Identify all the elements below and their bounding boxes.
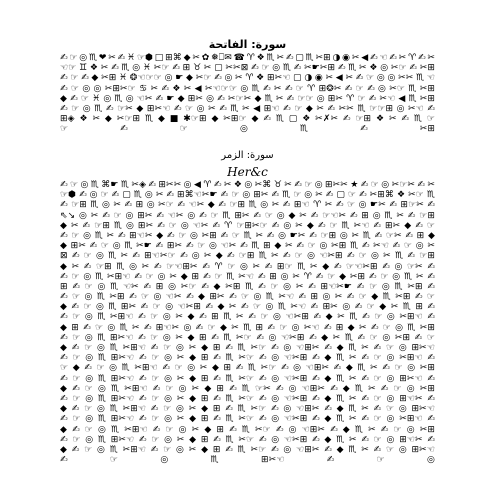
- glyph-line: ☜☞♊❖✂✍♏◎♓✂☞✍⊞♉✂▢✂✂⊠✍☞◎♏✍✂☛✂⊞✍♏✂❖◎✂☞✍✂⊞: [60, 63, 435, 74]
- glyph-line: ✍☞◎♏⊞✂☜✍☞◎✂◆⊞✍♏✂☞✍◎☜✂⊞✍◆♏✂✍☞◎⊞☜✂✍: [60, 393, 435, 404]
- glyph-line: ◆⊞✍☞◎♏✂✍⊞☜✂◎✍☞◆✂♏⊞✍☞◎✂☜✍⊞◆✂✍☞◎♏✂⊞: [60, 322, 435, 333]
- glyph-line: ✍☞◎♏✂⊞☜✍☞◎✂◆✍⊞♏✂✍☞◎☜✂⊞✍◆✂♏✍☞◎✂⊞☜✍: [60, 312, 435, 323]
- glyph-line: ◆✍☞♓◎♏◎☜✂✍☛◆⊞✂◎✍✂☞✂◆♏✂✍☞☞◎⊞✂♈☞✍✂☜◀♏✂⊞: [60, 93, 435, 104]
- glyph-line: ✍☞◎♏✍☞✂◆⊞✂☜✍☞◎✂✍♏✂◀⊞☜✍☞◆✂✍✂✂♏☞☞⊞◎✂☜✍: [60, 103, 435, 114]
- glyph-line: ⊠✍☞◎♏✂✍⊞☜✂☞✍◎✂◆✍☞⊞♏✂✍☞◎☜✂⊞✍☞◎✂♏✍☞⊞: [60, 251, 435, 262]
- glyph-line: ◆✍☞◎♏✂⊞☜✍☞◎✂◆⊞✍♏✂☞✍◎☜⊞✂✍◆♏✂✍☞◎⊞✂☜: [60, 404, 435, 415]
- glyph-line: ☞⬢✍◎☞✍▢♏◎✂✍⊞⌘☜✂☛✍☞◎⊞✂✍♏☞◎✂✍▢☞✍✂⊞⌘❖✂☞♏: [60, 190, 435, 201]
- surah-zumar-heading: سورة: الزمر: [221, 150, 274, 161]
- glyph-line: ✍☞◎♏⊞✂☜✍☞◎✂◆⊞✍♏✂☞✍◎☜✂⊞✍◆✂♏✍☞◎✂⊞✍☞: [60, 332, 435, 343]
- glyph-line: ✍☞⊞♏◎✂✍⊞◎✂☞✍☜✂◆✍☞⊞♏◎✂✍⊞☜♈✂✍☞◎☛✂✍⊞☞✂✍: [60, 200, 435, 211]
- glyph-line: ✍☞◎♏⊞✂☜✍☞◎✂◆⊞✍♏✂☞✍◎☜✂⊞✍◆♏✂✍☞◎⊞✂☜✍: [60, 373, 435, 384]
- glyph-line: ✍☞◎♏✂⊞☜✍☞◎✂◆⊞✍☞♏✂☜✍⊞◎✂♈✍☞◆✂⊞✍☞◎♏✂✍: [60, 271, 435, 282]
- glyph-line: ✍☞◎♏⊞✂☜✍☞◎✂◆⊞✍♏✂☞✍◎☜✂⊞✍◆♏✂✍☞◎✂⊞☜✍: [60, 414, 435, 425]
- glyph-line: ✍☞◎◎✂⊞✂☞♋✂✍❖✂◀✂☜☞☞◎♏✍✂✍☞♈⊞❂✂✍☞✍◎✂☞♏✂⊞: [60, 83, 435, 94]
- glyph-line: ✍☞◎♏✂✍⊞☜✂◆✍☞◎✂⊞✍☞♏✂✍◎☛✂✍☞⊞◎✂♏✍☞✂✍⊞◆: [60, 230, 435, 241]
- latin-heading: Her&c: [227, 165, 268, 179]
- glyph-line: ◆✍☞◎♏⊞✂✍☞◎☜✂⊞✍◆✂✍☞◎♏✂☜✍⊞✂◎✍☞◆✂♏⊞✍: [60, 302, 435, 313]
- glyph-line: ☞✍☞◎♏✍✂⊞: [60, 124, 435, 135]
- glyph-line: ◆✍☞◎♏✂⊞☜✍☞◎✂◆⊞✍♏✂☞✍◎☜⊞✂✍◆♏✂✍☞◎⊞✂☜: [60, 343, 435, 353]
- glyph-line: ✍☞✍◆✂⊞♓❂☜☞☞◎☛◆✂☞✍◎✂♈❖⊞✂☜▢◑◉✂◀✂✍☞◎◎✂✂♏☜: [60, 73, 435, 84]
- zumar-glyph-block: [60, 180, 435, 465]
- glyph-line: ☞◆✍☞◎♏✂⊞☜✍☞◎✂◆⊞✍♏✂☞✍◎☜⊞✂✍◆♏✂✍☞◎✂⊞: [60, 363, 435, 374]
- glyph-line: ◆✂✍☞⊞♏◎⊞✂✍☞◎☜✂✍♈☞⊞✂☞✍◎✂◆✍☞♏✂☜✍⊞✂◆✍☞: [60, 220, 435, 231]
- glyph-line: ✍☞◎♏❤✂✍♓☞⬢□⊞⌘◆✂✿❅⎕✉☎♈❖♏✂✍▢♏✂⊞◑◉✂◀✍☜✍✂♈✍✂: [60, 53, 435, 63]
- glyph-line: ✍☞◎♏⊞✂☜✍☞◎✂◆⊞✍♏✂☞✍◎☜✂⊞✍◆♏✂✍☞◎✂⊞☜✍: [60, 353, 435, 364]
- glyph-line: ✍☞◎♏⊞✂☜✍☞◎✂◆⊞✍♏✂☞✍◎☜✂⊞✍◆♏✂✍☞◎⊞☜✂✍: [60, 434, 435, 445]
- glyph-line: ◆✍☞◎♏✂⊞☜✍☞◎✂◆⊞✍♏✂☞✍◎☜⊞✂✍◆♏✂✍☞◎✂⊞: [60, 424, 435, 435]
- fatiha-glyph-block: [60, 53, 435, 136]
- glyph-line: ✍☞◎♏⌘☛♏✂◈✍⊞✂✂◎◀♈✍✂❖◎✂⌘♉✂✍☞◎⊞✂✂★✍☞◎✂☞✂✍✂: [60, 180, 435, 190]
- glyph-line: ⇖↘◎✂✍☞◎⊞✂✍☜✂◎✍☞♏⊞✂✍☞◎◆✂✍☞☜✂✍⊞◎♏✂✍☞⊞: [60, 210, 435, 221]
- glyph-line: ✍☞◎♏✂⊞✍☞◎☜✂✍◆⊞✂✍☞◎♏✂☜✍⊞◎✂✍☞◆♏✂⊞✍☞: [60, 292, 435, 303]
- glyph-line: ⊞✍☞◎♏☜✂✍⊞◎✂☞✍◆✂⊞♏✍☞◎✂✍⊞☜✂☛✍☞◎♏✂⊞✍: [60, 281, 435, 292]
- glyph-line: ◆✍☞◎♏✂⊞☜✍☞◎✂◆⊞✍♏☞✂✍◎☜⊞✂✍◆♏✂✍☞◎✂⊞: [60, 383, 435, 394]
- glyph-line: ✍☞◎♏⊞✂☜✍☞◎: [60, 455, 435, 465]
- surah-fatiha-heading: سورة: الفاتحة: [208, 38, 287, 51]
- glyph-line: ⊞◈❖✂◆✂☞⊞♏◆■✱☞⊞◆✂⊞☞◆✍♏▢❖✂✗✂✍☞⊞❖✂✍♏☞: [60, 114, 435, 125]
- glyph-line: ◆✍☞◎♏✂⊞☜✍☞◎✂◆⊞✍♏✂☞✍◎☜⊞✂✍◆♏✂✍☞◎⊞✂☜: [60, 444, 435, 455]
- glyph-line: ◆⊞✂✍☞◎♏✂☛✍⊞✂✍☞◎☜✂✍♏⊞◆✂✍☞◎✂⊞♏✍✂☜✍☞◎✂: [60, 241, 435, 252]
- glyph-line: ◆✂✍☞⊞♏◎✂✍☞☜⊞✂✍♈☞◎✂✍⊞☞♏✂◆✍☞☜✂⊞✍◎☞✂✍: [60, 261, 435, 272]
